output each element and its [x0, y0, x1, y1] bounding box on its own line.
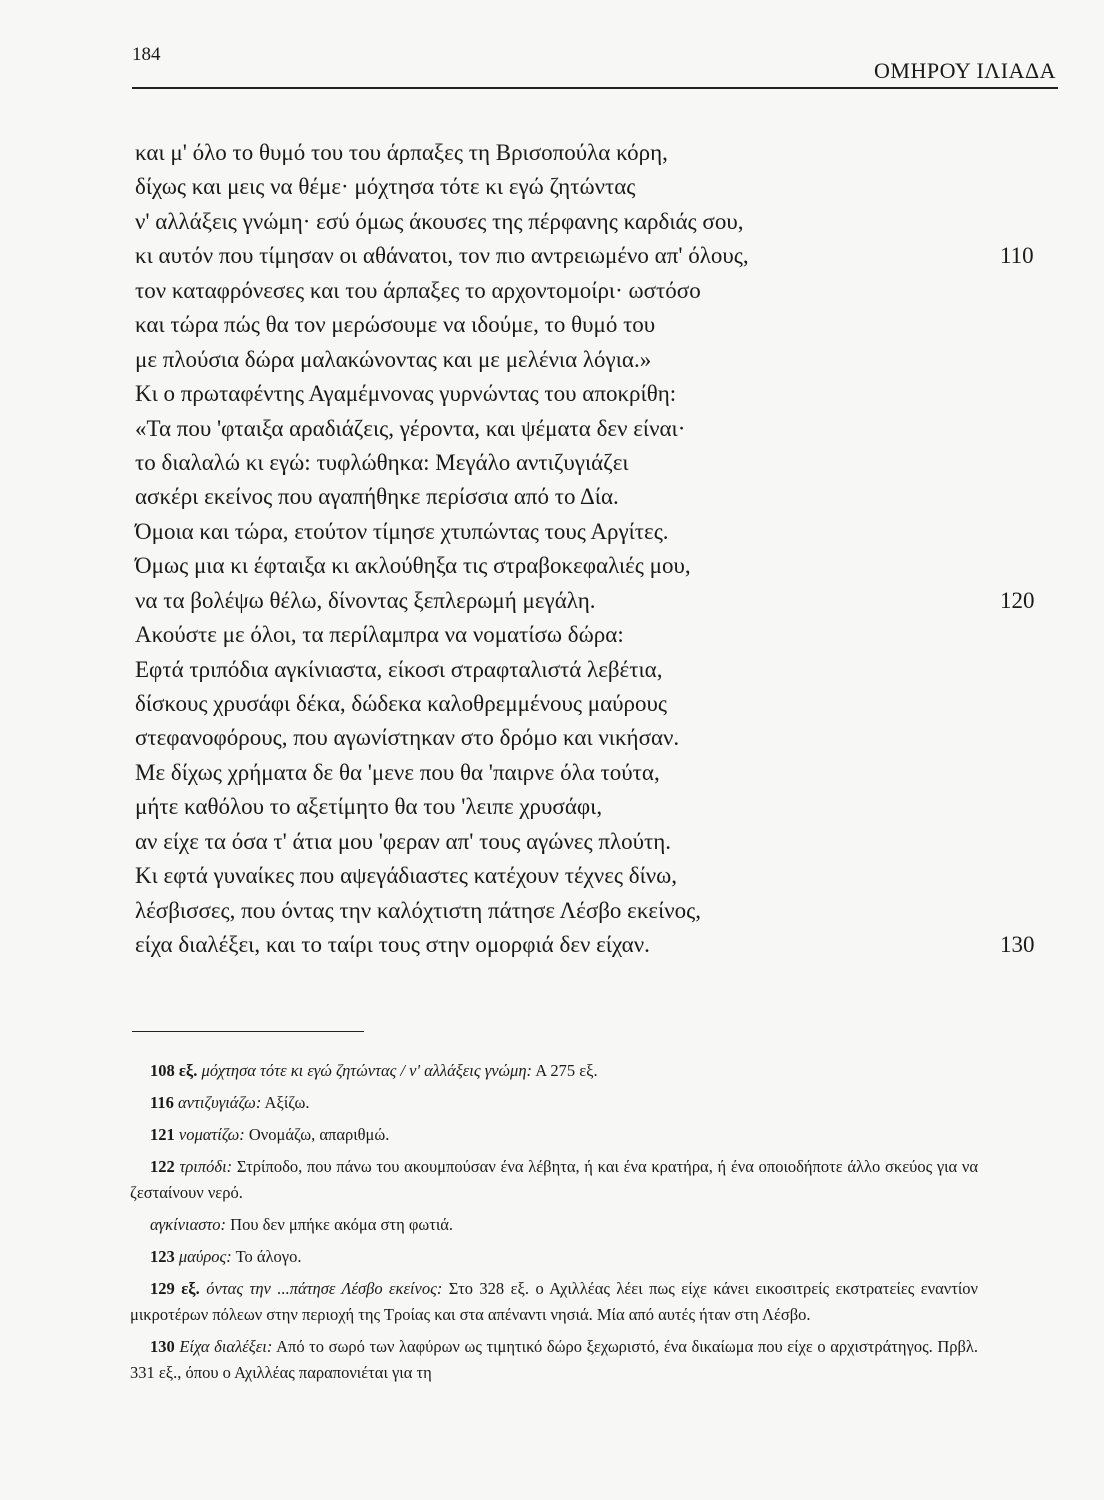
footnote-text: Ονομάζω, απαριθμώ. [248, 1125, 390, 1144]
footnote-lemma: Είχα διαλέξει: [179, 1337, 273, 1356]
footnote [130, 1244, 978, 1270]
footnote-lemma: όντας την ...πάτησε Λέσβο εκείνος: [206, 1279, 443, 1298]
footnote [130, 1212, 978, 1238]
running-title: ΟΜΗΡΟΥ ΙΛΙΑΔΑ [874, 58, 1056, 83]
verse-line [135, 756, 1095, 790]
footnote-lemma: μαύρος: [178, 1247, 232, 1266]
verse-text: τον καταφρόνεσες και του άρπαξες το αρχοντομοίρι· ωστόσο [135, 277, 701, 303]
footnote-ref: 122 [150, 1157, 175, 1176]
verse-line [135, 618, 1095, 652]
verse-text: και τώρα πώς θα τον μερώσουμε να ιδούμε, το θυμό του [135, 312, 656, 338]
verse-line [135, 205, 1095, 239]
footnote-text: Αξίζω. [264, 1093, 310, 1112]
footnote-lemma: τριπόδι: [179, 1157, 233, 1176]
verse-text: αν είχε τα όσα τ' άτια μου 'φεραν απ' τους αγώνες πλούτη. [135, 828, 672, 854]
verse-text: δίσκους χρυσάφι δέκα, δώδεκα καλοθρεμμένους μαύρους [135, 691, 668, 716]
verse-text: Κι εφτά γυναίκες που αψεγάδιαστες κατέχουν τέχνες δίνω, [135, 863, 678, 889]
verse-line [135, 515, 1095, 549]
footnote [130, 1276, 978, 1328]
footnote-lemma: αγκίνιαστο: [150, 1215, 227, 1234]
verse-text: το διαλαλώ κι εγώ: τυφλώθηκα: Μεγάλο αντιζυγιάζει [135, 449, 629, 475]
verse-text: λέσβισσες, που όντας την καλόχτιστη πάτησε Λέσβο εκείνος, [135, 897, 702, 923]
footnote-lemma: μόχτησα τότε κι εγώ ζητώντας / ν' αλλάξεις γνώμη: [201, 1061, 532, 1080]
footnote-lemma: νοματίζω: [178, 1125, 245, 1144]
verse-text: «Τα που 'φταιξα αραδιάζεις, γέροντα, και ψέματα δεν είναι· [135, 415, 686, 441]
verse-line [135, 653, 1095, 687]
footnote-text: Το άλογο. [235, 1247, 302, 1266]
page-number: 184 [132, 44, 161, 65]
footnote-ref: 123 [150, 1247, 175, 1266]
verse-text: να τα βολέψω θέλω, δίνοντας ξεπλερωμή μεγάλη. [135, 587, 596, 613]
verse-line [135, 308, 1095, 342]
verse-line [135, 343, 1095, 377]
line-number: 120 [1000, 587, 1035, 613]
footnote-lemma: αντιζυγιάζω: [177, 1093, 262, 1112]
footnote [130, 1154, 978, 1206]
footnote-text: Στρίποδο, που πάνω του ακουμπούσαν ένα λέβητα, ή και ένα κρατήρα, ή ένα οποιοδήποτε άλλο σκεύος για να ζεσταίνουν νερό. [130, 1157, 979, 1202]
footnote [130, 1122, 978, 1148]
verse-line [135, 721, 1095, 755]
verse-text: με πλούσια δώρα μαλακώνοντας και με μελένια λόγια.» [135, 346, 652, 372]
verse-text: ν' αλλάξεις γνώμη· εσύ όμως άκουσες της πέρφανης καρδιάς σου, [135, 208, 744, 234]
verse-line [135, 790, 1095, 824]
verse-line [135, 412, 1095, 446]
verse-line [135, 480, 1095, 514]
verse-line [135, 274, 1095, 308]
verse-block [135, 136, 1095, 963]
verse-text: Όμως μια κι έφταιξα κι ακλούθηξα τις στραβοκεφαλιές μου, [135, 553, 691, 579]
line-number: 110 [1000, 243, 1034, 269]
verse-text: Ακούστε με όλοι, τα περίλαμπρα να νοματίσω δώρα: [135, 622, 624, 648]
footnote-text: Στο 328 εξ. ο Αχιλλέας λέει πως είχε κάνει εικοσιτρείς εκστρατείες εναντίον μικροτέρων πόλεων στην περιοχή της Τροίας και στα απέναντι νησιά. Μία από αυτές ήταν στη Λέσβο. [130, 1279, 979, 1324]
verse-line [135, 136, 1095, 170]
footnote-text: Από το σωρό των λαφύρων ως τιμητικό δώρο ξεχωριστό, ένα δικαίωμα που είχε ο αρχιστράτηγος. Πρβλ. 331 εξ., όπου ο Αχιλλέας παραπονιέται για τη [130, 1337, 979, 1382]
verse-text: στεφανοφόρους, που αγωνίστηκαν στο δρόμο και νικήσαν. [135, 725, 680, 751]
footnote-ref: 108 εξ. [150, 1061, 198, 1080]
verse-line [135, 377, 1095, 411]
verse-text: μήτε καθόλου το αξετίμητο θα του 'λειπε χρυσάφι, [135, 794, 603, 820]
verse-line [135, 584, 1095, 618]
verse-text: Με δίχως χρήματα δε θα 'μενε που θα 'παιρνε όλα τούτα, [135, 759, 660, 785]
footnote [130, 1058, 978, 1084]
verse-text: κι αυτόν που τίμησαν οι αθάνατοι, τον πιο αντρειωμένο απ' όλους, [135, 243, 749, 269]
verse-line [135, 170, 1095, 204]
verse-text: είχα διαλέξει, και το ταίρι τους στην ομορφιά δεν είχαν. [135, 932, 650, 958]
footnote-ref: 121 [150, 1125, 175, 1144]
verse-line [135, 549, 1095, 583]
header-rule [132, 87, 1058, 89]
verse-text: Εφτά τριπόδια αγκίνιαστα, είκοσι στραφταλιστά λεβέτια, [135, 656, 663, 682]
verse-line [135, 446, 1095, 480]
verse-line [135, 239, 1095, 273]
verse-line [135, 928, 1095, 962]
verse-line [135, 687, 1095, 721]
verse-text: Όμοια και τώρα, ετούτον τίμησε χτυπώντας τους Αργίτες. [135, 518, 669, 544]
footnote-text: Που δεν μπήκε ακόμα στη φωτιά. [230, 1215, 454, 1234]
verse-text: Κι ο πρωταφέντης Αγαμέμνονας γυρνώντας του αποκρίθη: [135, 381, 677, 407]
line-number: 130 [1000, 932, 1035, 958]
footnotes [130, 1058, 978, 1392]
footnote-text: Α 275 εξ. [535, 1061, 598, 1080]
verse-line [135, 825, 1095, 859]
verse-text: ασκέρι εκείνος που αγαπήθηκε περίσσια από το Δία. [135, 484, 619, 510]
footnote-ref: 129 εξ. [150, 1279, 200, 1298]
footnote [130, 1334, 978, 1386]
verse-text: και μ' όλο το θυμό του του άρπαξες τη Βρισοπούλα κόρη, [135, 140, 668, 165]
footnote-ref: 116 [150, 1093, 174, 1112]
footnote-rule [132, 1031, 364, 1032]
verse-line [135, 894, 1095, 928]
verse-line [135, 859, 1095, 893]
footnote-ref: 130 [150, 1337, 175, 1356]
verse-text: δίχως και μεις να θέμε· μόχτησα τότε κι εγώ ζητώντας [135, 174, 636, 200]
footnote [130, 1090, 978, 1116]
